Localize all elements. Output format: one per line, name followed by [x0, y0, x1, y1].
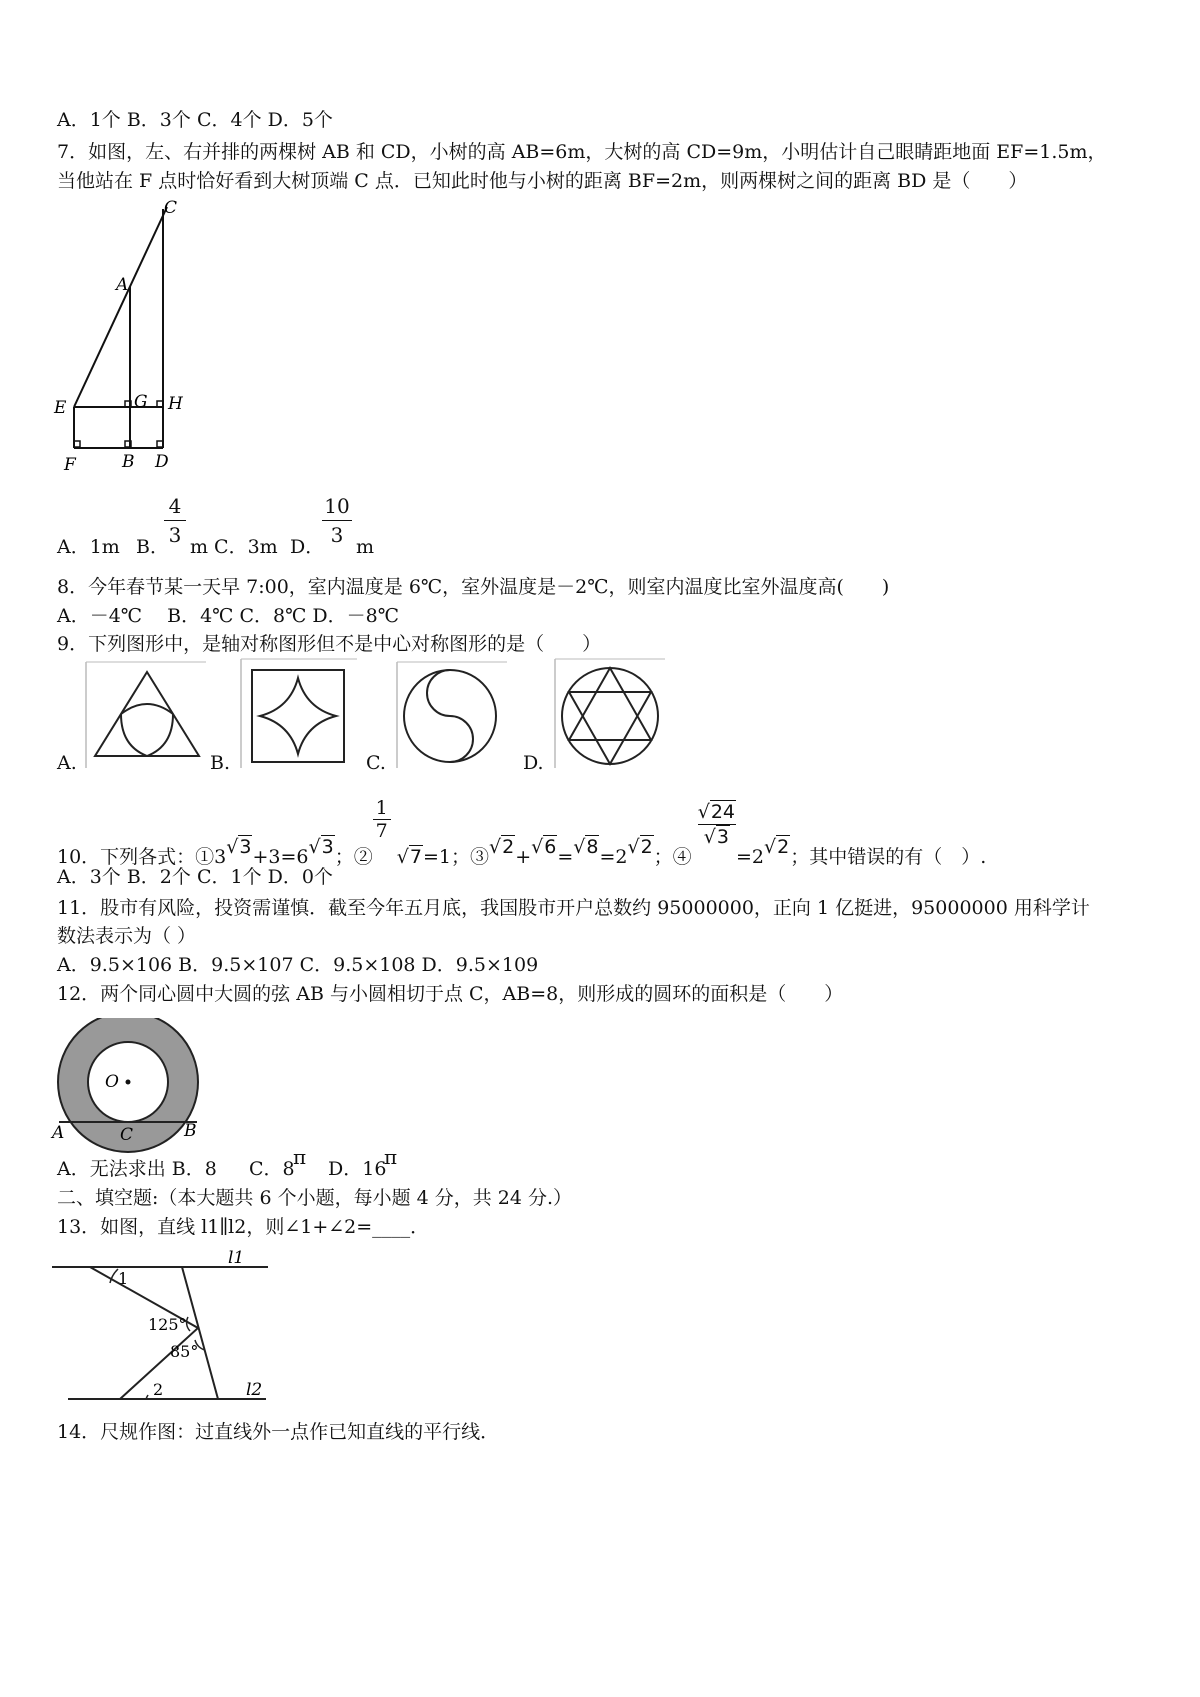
radicand: 3 [239, 836, 252, 858]
q11-options: A．9.5×106 B．9.5×107 C．9.5×108 D．9.5×109 [57, 954, 539, 976]
fraction-numerator: 1 [375, 797, 388, 819]
label-o: O [105, 1072, 119, 1092]
q10-options: A．3个 B．2个 C．1个 D．0个 [57, 866, 333, 888]
q10-part5: ；④ [653, 846, 692, 868]
q14-stem: 14．尺规作图：过直线外一点作已知直线的平行线． [57, 1421, 500, 1443]
q9-option-a-label: A. [57, 752, 77, 774]
q9-option-a-triangle-figure [85, 660, 207, 770]
section-two-heading: 二、填空题:（本大题共 6 个小题，每小题 4 分，共 24 分.） [57, 1187, 573, 1209]
q7-stem-line2: 当他站在 F 点时恰好看到大树顶端 C 点．已知此时他与小树的距离 BF=2m，则两棵树之间的距离 BD 是（ ） [57, 170, 1028, 192]
radicand: 3 [716, 826, 729, 848]
pi-symbol: π [293, 1145, 307, 1169]
angle-125-label: 125° [148, 1315, 187, 1334]
q10-part1: +3=6 [252, 846, 309, 868]
q9-option-c-label: C. [366, 752, 386, 774]
q12-stem: 12．两个同心圆中大圆的弦 AB 与小圆相切于点 C，AB=8，则形成的圆环的面积是（ ） [57, 983, 844, 1005]
q9-stem: 9．下列图形中，是轴对称图形但不是中心对称图形的是（ ） [57, 633, 602, 655]
sqrt-symbol: √8 [573, 836, 599, 858]
sqrt-symbol: √2 [764, 836, 790, 858]
radicand: 8 [586, 836, 599, 858]
q7-option-d-fraction [322, 494, 352, 547]
q9-option-d-label: D. [523, 752, 544, 774]
q9-option-b-square-star-figure [240, 658, 358, 770]
sqrt-symbol: √7 [396, 846, 422, 868]
q7-stem-line1: 7．如图，左、右并排的两棵树 AB 和 CD，小树的高 AB=6m，大树的高 CD=9m，小明估计自己眼睛距地面 EF=1.5m， [57, 141, 1107, 163]
fraction-numerator: 10 [324, 494, 350, 518]
radicand: 2 [777, 836, 790, 858]
q9-option-d-star-of-david-figure [554, 658, 666, 770]
q11-stem-line1: 11．股市有风险，投资需谨慎．截至今年五月底，我国股市开户总数约 95000000，正向 1 亿挺进，95000000 用科学计 [57, 897, 1090, 919]
radicand: 24 [710, 801, 736, 823]
q7-trees-figure [50, 195, 195, 480]
label-e: E [54, 398, 67, 418]
q9-option-b-label: B. [210, 752, 231, 774]
fraction-denominator: 7 [373, 819, 391, 842]
q7-option-b-unit: m C．3m [190, 536, 278, 558]
radicand: 2 [502, 836, 515, 858]
q12-annulus-figure [48, 1018, 208, 1158]
label-b: B [122, 452, 135, 472]
sqrt-symbol: √6 [531, 836, 557, 858]
q7-option-a: A．1m [57, 536, 120, 558]
q13-parallel-lines-figure [50, 1245, 275, 1405]
q6-options: A．1个 B．3个 C．4个 D．5个 [57, 109, 333, 131]
equals-sign: = [557, 846, 574, 868]
sqrt-symbol: √3 [226, 836, 252, 858]
plus-sign: + [515, 846, 532, 868]
q7-option-b-fraction [164, 494, 186, 547]
q10-part3: =1；③ [422, 846, 489, 868]
label-f: F [64, 455, 76, 475]
fraction-denominator: 3 [330, 523, 344, 547]
radicand: 3 [321, 836, 334, 858]
q9-option-c-yin-yang-figure [396, 660, 508, 770]
sqrt-symbol: √24 [697, 801, 736, 823]
q12-option-ab: A．无法求出 B．8 [57, 1158, 217, 1180]
q10-part6: =2 [736, 846, 765, 868]
label-a: A [116, 275, 129, 295]
label-d: D [155, 452, 169, 472]
pi-symbol: π [384, 1145, 398, 1169]
q7-option-d-label: D． [290, 536, 325, 558]
q7-option-b-label: B． [136, 536, 169, 558]
radicand: 2 [640, 836, 653, 858]
q10-fraction [373, 797, 391, 842]
sqrt-symbol: √2 [627, 836, 653, 858]
label-a: A [52, 1123, 65, 1143]
label-c: C [164, 198, 178, 218]
label-l1: l1 [228, 1248, 245, 1268]
radicand: 7 [409, 846, 422, 868]
sqrt-symbol: √3 [698, 824, 736, 849]
label-l2: l2 [246, 1380, 263, 1400]
sqrt-symbol: √2 [488, 836, 515, 858]
q7-option-d-unit: m [356, 536, 375, 558]
label-c: C [120, 1125, 134, 1145]
angle-85-label: 85° [170, 1342, 199, 1361]
q8-options: A．－4℃ B．4℃ C．8℃ D．－8℃ [57, 605, 399, 627]
angle-1-label: 1 [118, 1269, 129, 1288]
q10-part4: =2 [599, 846, 628, 868]
label-g: G [134, 392, 148, 412]
q10-root-fraction [698, 800, 736, 849]
fraction-denominator: 3 [168, 523, 182, 547]
radicand: 6 [544, 836, 557, 858]
fraction-numerator: 4 [168, 494, 182, 518]
angle-2-label: 2 [153, 1380, 164, 1399]
q8-stem: 8．今年春节某一天早 7:00，室内温度是 6℃，室外温度是－2℃，则室内温度比室外温度高( ) [57, 576, 890, 598]
q12-option-c: C．8 [249, 1158, 295, 1180]
q10-suffix: ；其中错误的有（ ）. [790, 846, 987, 868]
q10-prefix: 10．下列各式：①3 [57, 846, 227, 868]
label-h: H [168, 394, 183, 414]
q11-stem-line2: 数法表示为（ ） [57, 925, 197, 947]
sqrt-symbol: √3 [308, 836, 334, 858]
label-b: B [184, 1121, 197, 1141]
q13-stem: 13．如图，直线 l1∥l2，则∠1+∠2=____． [57, 1216, 430, 1238]
q10-part2: ；② [334, 846, 373, 868]
q12-option-d: D．16 [328, 1158, 387, 1180]
